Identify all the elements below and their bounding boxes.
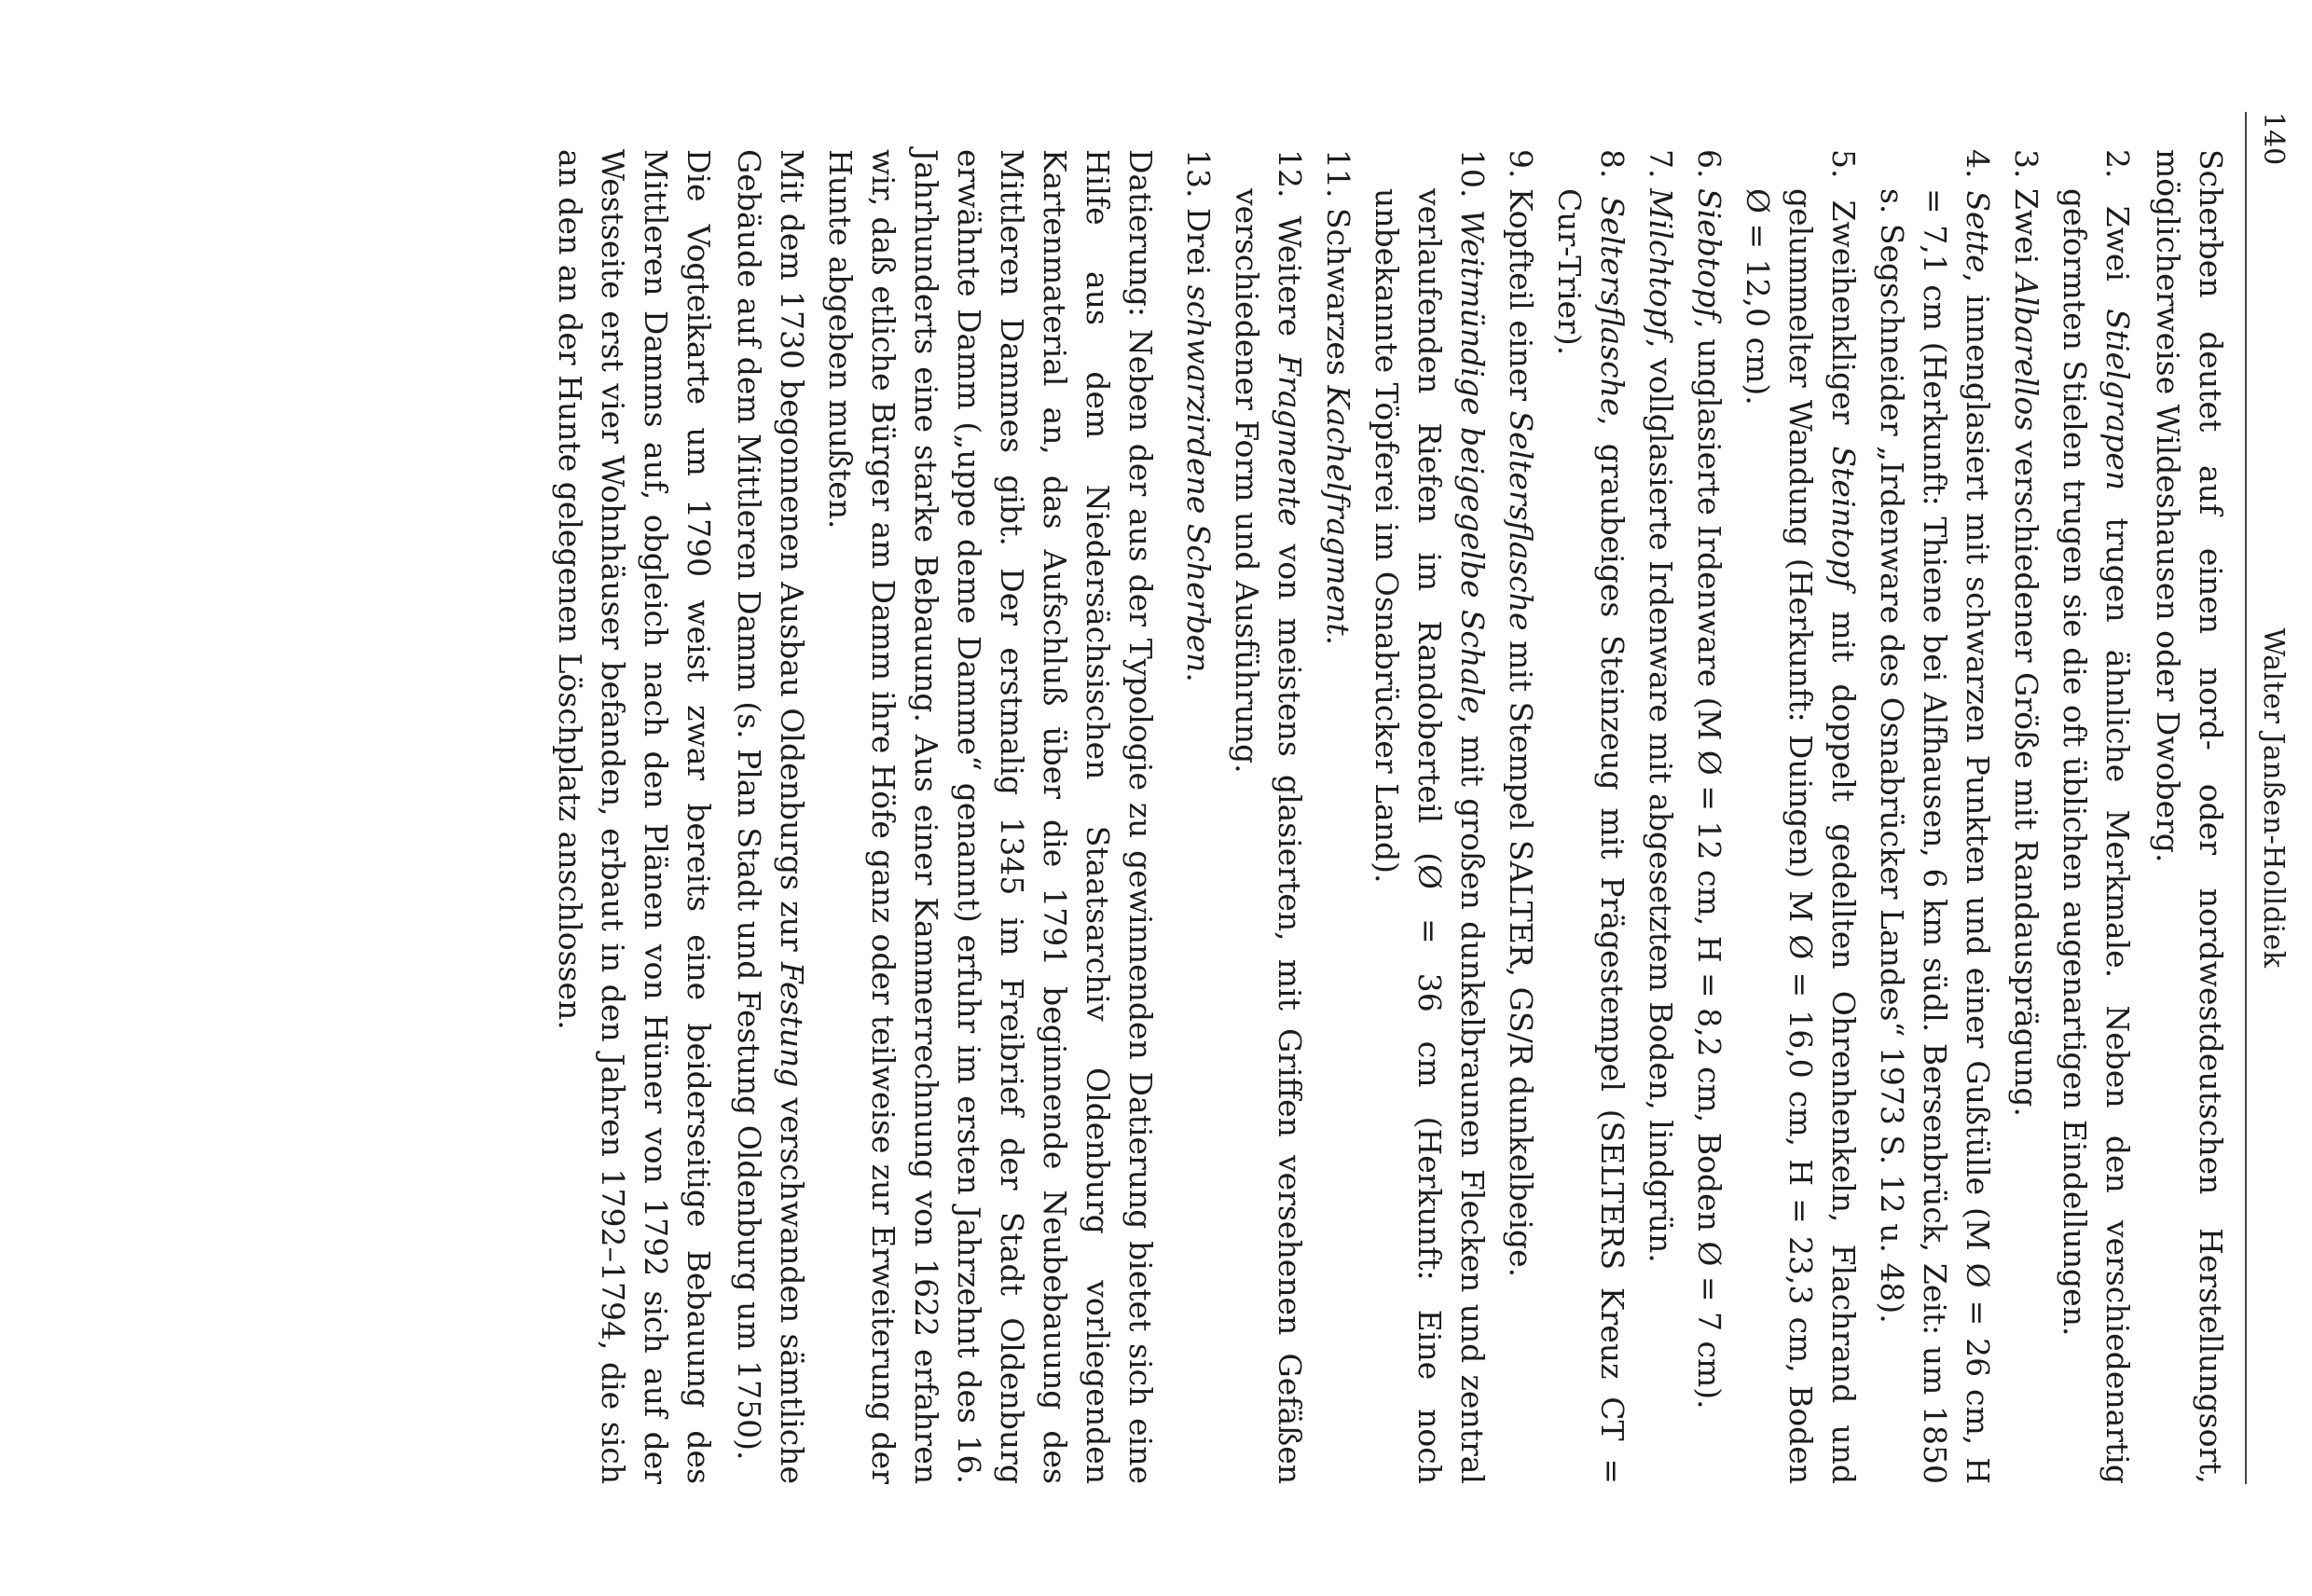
item-number: 3. bbox=[2008, 149, 2044, 179]
list-item bbox=[1365, 149, 1493, 1484]
item-text-emphasis: Kachelfragment bbox=[1320, 385, 1356, 636]
item-text-before: Zwei bbox=[2008, 188, 2044, 274]
intro-paragraph: Scherben deutet auf einen nord- oder nordwestdeutschen Herstellungsort, möglicherweise Wildeshausen oder Dwoberg. bbox=[2150, 149, 2229, 1484]
festung-text-before: Mit dem 1730 begonnenen Ausbau Oldenburgs zur bbox=[774, 149, 810, 962]
finds-list bbox=[1177, 149, 2139, 1484]
vogtei-paragraph: Die Vogteikarte um 1790 weist zwar bereits eine beiderseitige Bebauung des Mittleren Damms auf, obgleich nach den Plänen von Hüner von 1792 sich auf der Westseite erst vier Wohnhäuser befanden, erbaut in den Jahren 1792–1794, die sich an den an der Hunte gelegenen Löschplatz anschlossen. bbox=[552, 149, 717, 1484]
item-text-emphasis: Sette bbox=[1960, 190, 1996, 273]
item-text-emphasis: Albarellos bbox=[2008, 273, 2044, 432]
list-item bbox=[1177, 149, 1219, 1484]
item-text-after: von meistens glasierten, mit Griffen versehenen Gefäßen verschiedener Form und Ausführung. bbox=[1229, 188, 1308, 1484]
item-text-emphasis: Seltersflasche bbox=[1503, 410, 1539, 631]
item-text-emphasis: Siebtopf bbox=[1691, 188, 1727, 320]
item-number: 7. bbox=[1643, 149, 1679, 179]
item-text-before: Weitere bbox=[1272, 215, 1308, 355]
item-text-emphasis: Milchtopf bbox=[1643, 188, 1679, 339]
list-item bbox=[1870, 149, 1999, 1484]
item-number: 5. bbox=[1825, 149, 1862, 179]
page-number: 140 bbox=[2257, 112, 2290, 166]
item-text-after: , unglasierte Irdenware (M Ø = 12 cm, H = 8,2 cm, Boden Ø = 7 cm). bbox=[1691, 319, 1727, 1410]
running-head: Walter Janßen-Holldiek bbox=[2257, 627, 2290, 969]
item-text-emphasis: Stielgrapen bbox=[2099, 309, 2136, 491]
item-text-before: Zweihenkliger bbox=[1825, 200, 1862, 447]
item-number: 12. bbox=[1272, 149, 1308, 199]
item-text-after: verschiedener Größe mit Randausprägung. bbox=[2008, 431, 2044, 1118]
list-item bbox=[1687, 149, 1730, 1484]
item-number: 10. bbox=[1454, 149, 1491, 199]
item-text-after: mit Stempel SALTER, GS/R dunkelbeige. bbox=[1503, 630, 1539, 1278]
item-text-before: Drei bbox=[1180, 207, 1217, 285]
item-number: 9. bbox=[1503, 149, 1539, 179]
page-body bbox=[541, 149, 2232, 1484]
item-text-emphasis: schwarzirdene Scherben bbox=[1180, 284, 1217, 673]
item-text-emphasis: Fragmente bbox=[1272, 354, 1308, 527]
item-number: 11. bbox=[1320, 149, 1356, 199]
item-text-after: , graubeiges Steinzeug mit Prägestempel (SELTERS Kreuz CT = Cur-Trier). bbox=[1551, 188, 1631, 1484]
list-item bbox=[1639, 149, 1682, 1484]
festung-text-emphasis: Festung bbox=[774, 961, 810, 1088]
item-text-emphasis: Seltersflasche bbox=[1594, 196, 1631, 417]
item-text-after: trugen ähnliche Merkmale. Neben den verschiedenartig geformten Stielen trugen sie die oft üblichen augenartigen Eindellungen. bbox=[2057, 188, 2136, 1484]
item-number: 13. bbox=[1180, 149, 1217, 199]
item-text-after: . bbox=[1320, 635, 1356, 646]
list-item bbox=[1225, 149, 1311, 1484]
item-text-emphasis: Weitmündige beigegelbe Schale bbox=[1454, 209, 1491, 714]
list-item bbox=[1548, 149, 1633, 1484]
item-text-after: , mit großen dunkelbraunen Flecken und zentral verlaufenden Riefen im Randoberteil (Ø = 36 cm (Herkunft: Eine noch unbekannte Töpferei im Osnabrücker Land). bbox=[1369, 188, 1491, 1484]
page-header bbox=[2245, 112, 2293, 1484]
list-item bbox=[2004, 149, 2047, 1484]
item-number: 2. bbox=[2099, 149, 2136, 179]
item-number: 4. bbox=[1960, 149, 1996, 179]
list-item bbox=[1736, 149, 1865, 1484]
festung-paragraph bbox=[727, 149, 813, 1484]
item-text-after: mit doppelt gedellten Ohrenhenkeln, Flachrand und gelummelter Wandung (Herkunft: Duingen) M Ø = 16,0 cm, H = 23,3 cm, Boden Ø = 12,0 cm). bbox=[1740, 188, 1862, 1485]
dating-paragraph: Datierung: Neben der aus der Typologie zu gewinnenden Datierung bietet sich eine Hilfe aus dem Niedersächsischen Staatsarchiv Oldenburg vorliegenden Kartenmaterial an, das Aufschluß über die 1791 beginnende Neubebauung des Mittleren Dammes gibt. Der erstmalig 1345 im Freibrief der Stadt Oldenburg erwähnte Damm („uppe deme Damme“ genannt) erfuhr im ersten Jahrzehnt des 16. Jahrhunderts eine starke Bebauung. Aus einer Kammerrechnung von 1622 erfahren wir, daß etliche Bürger am Damm ihre Höfe ganz oder teilweise zur Erweiterung der Hunte abgeben mußten. bbox=[822, 149, 1159, 1484]
list-item bbox=[1316, 149, 1359, 1484]
festung-text-after: verschwanden sämtliche Gebäude auf dem Mittleren Damm (s. Plan Stadt und Festung Oldenburg um 1750). bbox=[731, 149, 810, 1484]
item-text-before: Kopfteil einer bbox=[1503, 188, 1539, 411]
item-number: 6. bbox=[1691, 149, 1727, 179]
list-item bbox=[2053, 149, 2139, 1484]
item-number: 8. bbox=[1594, 149, 1631, 179]
item-text-after: . bbox=[1180, 672, 1217, 682]
item-text-after: , vollglasierte Irdenware mit abgesetztem Boden, lindgrün. bbox=[1643, 338, 1679, 1263]
item-text-after: , innenglasiert mit schwarzen Punkten und einer Gußtülle (M Ø = 26 cm, H = 7,1 cm (Herkunft: Thiene bei Alfhausen, 6 km südl. Bersenbrück, Zeit: um 1850 s. Segschneider „Irdenware des Osnabrücker Landes“ 1973 S. 12 u. 48). bbox=[1874, 188, 1996, 1484]
item-text-emphasis: Steintopf bbox=[1825, 446, 1862, 590]
item-text-before: Schwarzes bbox=[1320, 207, 1356, 386]
item-text-before: Zwei bbox=[2099, 205, 2136, 310]
list-item bbox=[1499, 149, 1542, 1484]
